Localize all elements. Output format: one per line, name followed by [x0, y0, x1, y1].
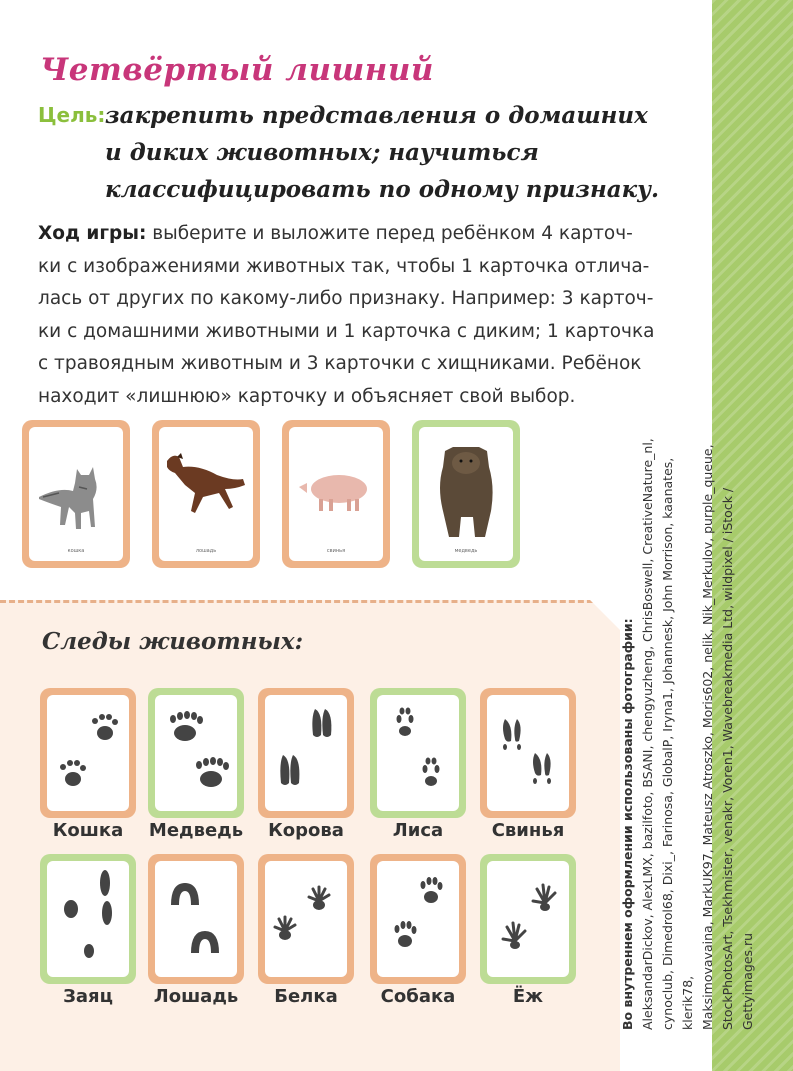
credits-heading: Во внутреннем оформлении использованы фотографии:	[620, 618, 635, 1030]
track-card-dog	[370, 854, 466, 984]
bear-icon	[419, 427, 513, 561]
track-card-bear	[148, 688, 244, 818]
track-card-cow	[258, 688, 354, 818]
track-card-fox	[370, 688, 466, 818]
track-label: Собака	[380, 986, 456, 1007]
rules-line: с травоядным животным и 3 карточки с хищниками. Ребёнок	[38, 353, 642, 374]
fox-paw-icon	[377, 695, 459, 811]
track-label: Кошка	[52, 820, 124, 841]
hare-track-icon	[47, 861, 129, 977]
track-label: Заяц	[63, 986, 113, 1007]
track-card-cat	[40, 688, 136, 818]
track-label: Лиса	[392, 820, 444, 841]
horse-icon	[159, 427, 253, 561]
credits-line: AleksandarDickov, AlexLMX, bazilfoto, BSANI, chengyuzheng, ChrisBoswell, CreativeNature_nl,	[640, 438, 655, 1030]
bear-paw-icon	[155, 695, 237, 811]
tracks-title: Следы животных:	[42, 628, 304, 655]
rules-line: лась от других по какому-либо признаку. Например: 3 карточ-	[38, 288, 654, 309]
horse-hoof-icon	[155, 861, 237, 977]
rules-text: выберите и выложите перед ребёнком 4 карточ-	[146, 223, 633, 244]
track-card-pig	[480, 688, 576, 818]
rules-line: находит «лишнюю» карточку и объясняет свой выбор.	[38, 385, 576, 407]
goal-line: закрепить представления о домашних	[105, 102, 648, 129]
track-card-squirrel	[258, 854, 354, 984]
example-card-caption: свинья	[326, 548, 346, 554]
track-label: Ёж	[512, 986, 544, 1007]
track-label: Корова	[268, 820, 344, 841]
goal-line: и диких животных; научиться	[105, 139, 539, 166]
game-rules	[38, 218, 700, 413]
example-card-caption: кошка	[67, 548, 85, 554]
rules-label: Ход игры:	[38, 223, 147, 244]
example-card-horse	[152, 420, 260, 568]
example-card-bear	[412, 420, 520, 568]
track-card-hedgehog	[480, 854, 576, 984]
cat-icon	[29, 427, 123, 561]
goal-line: классифицировать по одному признаку.	[105, 176, 659, 203]
track-label: Медведь	[148, 820, 244, 841]
example-card-caption: лошадь	[195, 548, 217, 554]
track-label: Свинья	[491, 820, 565, 841]
track-card-horse	[148, 854, 244, 984]
goal-text	[105, 97, 695, 208]
squirrel-track-icon	[265, 861, 347, 977]
cow-hoof-icon	[265, 695, 347, 811]
credits-line: StockPhotosArt, Tsekhmister, venakr, Voren1, Wavebreakmedia Ltd, wildpixel / iStock / Gettyimages.ru	[720, 487, 755, 1030]
credits-line: Maksimovavaina, MarkUK97, Mateusz Atroszko, Moris602, nelik, Nik_Merkulov, purple_queue,	[700, 444, 715, 1030]
example-card-caption: медведь	[454, 548, 478, 554]
example-card-cat	[22, 420, 130, 568]
cat-paw-icon	[47, 695, 129, 811]
photo-credits	[618, 410, 755, 1030]
goal-label: Цель:	[38, 103, 106, 127]
track-card-hare	[40, 854, 136, 984]
rules-line: ки с домашними животными и 1 карточка с диким; 1 карточка	[38, 320, 655, 342]
pig-icon	[289, 427, 383, 561]
dog-paw-icon	[377, 861, 459, 977]
example-card-pig	[282, 420, 390, 568]
track-label: Лошадь	[153, 986, 239, 1007]
rules-line	[38, 218, 700, 251]
credits-line: cynoclub, Dimedrol68, Dixi_, Farinosa, GlobalP, Iryna1, Johannesk, John Morrison, kaanates, klerik78,	[660, 457, 695, 1030]
track-label: Белка	[274, 986, 338, 1007]
pig-hoof-icon	[487, 695, 569, 811]
rules-line: ки с изображениями животных так, чтобы 1 карточка отлича-	[38, 255, 650, 277]
page-title: Четвёртый лишний	[40, 52, 434, 88]
hedgehog-track-icon	[487, 861, 569, 977]
